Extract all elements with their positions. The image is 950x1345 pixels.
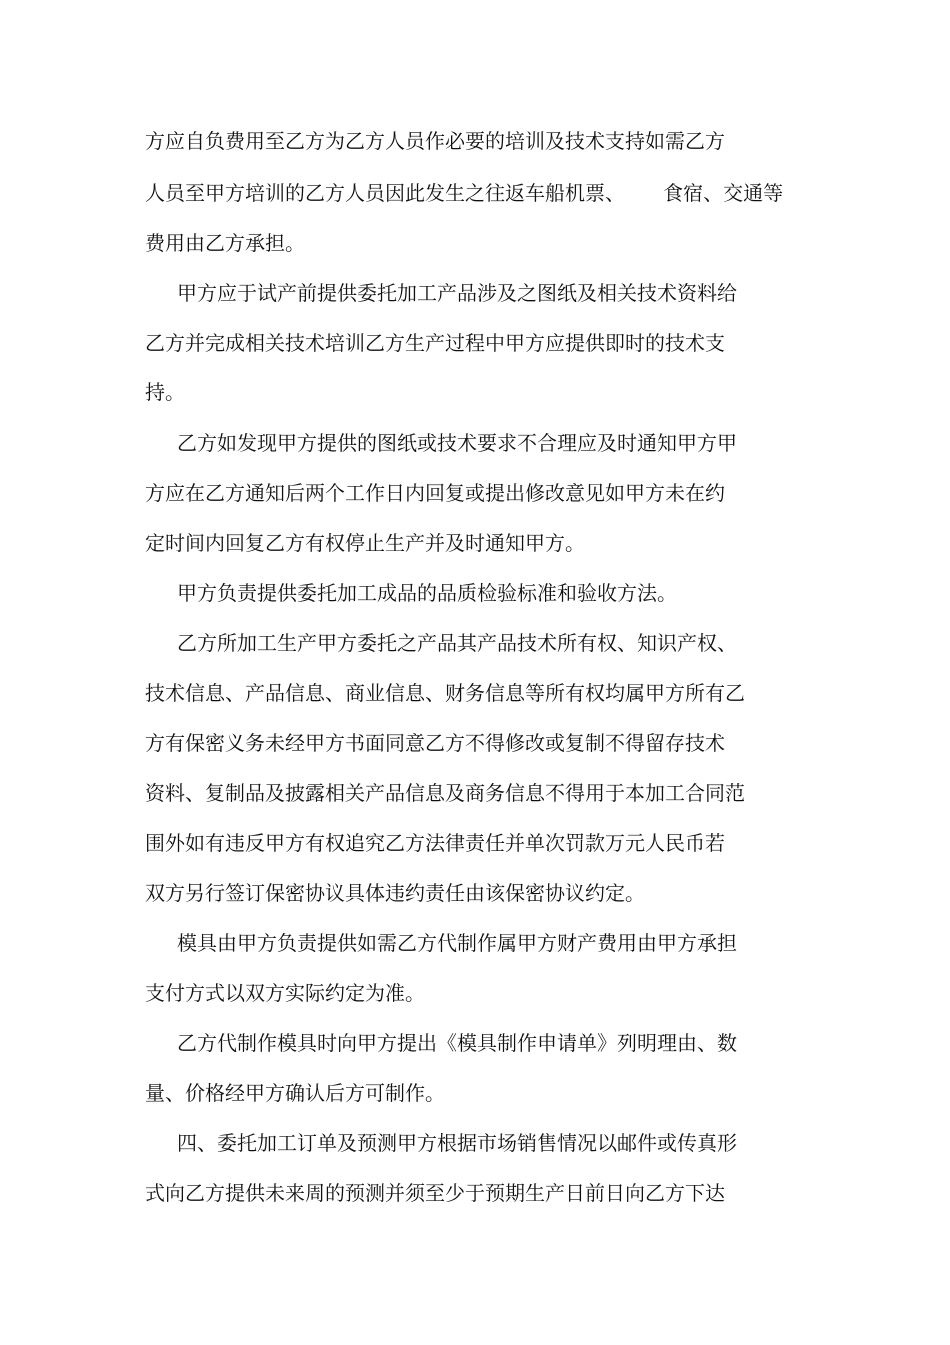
paragraph-3-line-1: 乙方如发现甲方提供的图纸或技术要求不合理应及时通知甲方甲: [177, 431, 737, 455]
paragraph-7-line-1: 乙方代制作模具时向甲方提出《模具制作申请单》列明理由、数: [177, 1031, 737, 1055]
paragraph-2-line-1: 甲方应于试产前提供委托加工产品涉及之图纸及相关技术资料给: [177, 281, 737, 305]
paragraph-5-line-5: 围外如有违反甲方有权追究乙方法律责任并单次罚款万元人民币若: [145, 831, 725, 855]
paragraph-3-line-3: 定时间内回复乙方有权停止生产并及时通知甲方。: [145, 531, 585, 555]
paragraph-5-line-6: 双方另行签订保密协议具体违约责任由该保密协议约定。: [145, 881, 645, 905]
paragraph-4-line-1: 甲方负责提供委托加工成品的品质检验标准和验收方法。: [177, 581, 677, 605]
paragraph-1-line-3: 费用由乙方承担。: [145, 231, 305, 255]
paragraph-6-line-2: 支付方式以双方实际约定为准。: [145, 981, 425, 1005]
paragraph-2-line-2: 乙方并完成相关技术培训乙方生产过程中甲方应提供即时的技术支: [145, 331, 725, 355]
paragraph-6-line-1: 模具由甲方负责提供如需乙方代制作属甲方财产费用由甲方承担: [177, 931, 737, 955]
paragraph-5-line-3: 方有保密义务未经甲方书面同意乙方不得修改或复制不得留存技术: [145, 731, 725, 755]
paragraph-5-line-1: 乙方所加工生产甲方委托之产品其产品技术所有权、知识产权、: [177, 631, 737, 655]
paragraph-8-line-2: 式向乙方提供未来周的预测并须至少于预期生产日前日向乙方下达: [145, 1181, 725, 1205]
paragraph-2-line-3: 持。: [145, 380, 185, 404]
paragraph-8-line-1: 四、委托加工订单及预测甲方根据市场销售情况以邮件或传真形: [177, 1131, 737, 1155]
paragraph-5-line-2: 技术信息、产品信息、商业信息、财务信息等所有权均属甲方所有乙: [145, 681, 745, 705]
paragraph-5-line-4: 资料、复制品及披露相关产品信息及商务信息不得用于本加工合同范: [145, 781, 745, 805]
paragraph-7-line-2: 量、价格经甲方确认后方可制作。: [145, 1081, 445, 1105]
paragraph-1-line-1: 方应自负费用至乙方为乙方人员作必要的培训及技术支持如需乙方: [145, 129, 725, 153]
paragraph-3-line-2: 方应在乙方通知后两个工作日内回复或提出修改意见如甲方未在约: [145, 481, 725, 505]
paragraph-1-line-2: 人员至甲方培训的乙方人员因此发生之往返车船机票、 食宿、交通等: [145, 181, 784, 205]
